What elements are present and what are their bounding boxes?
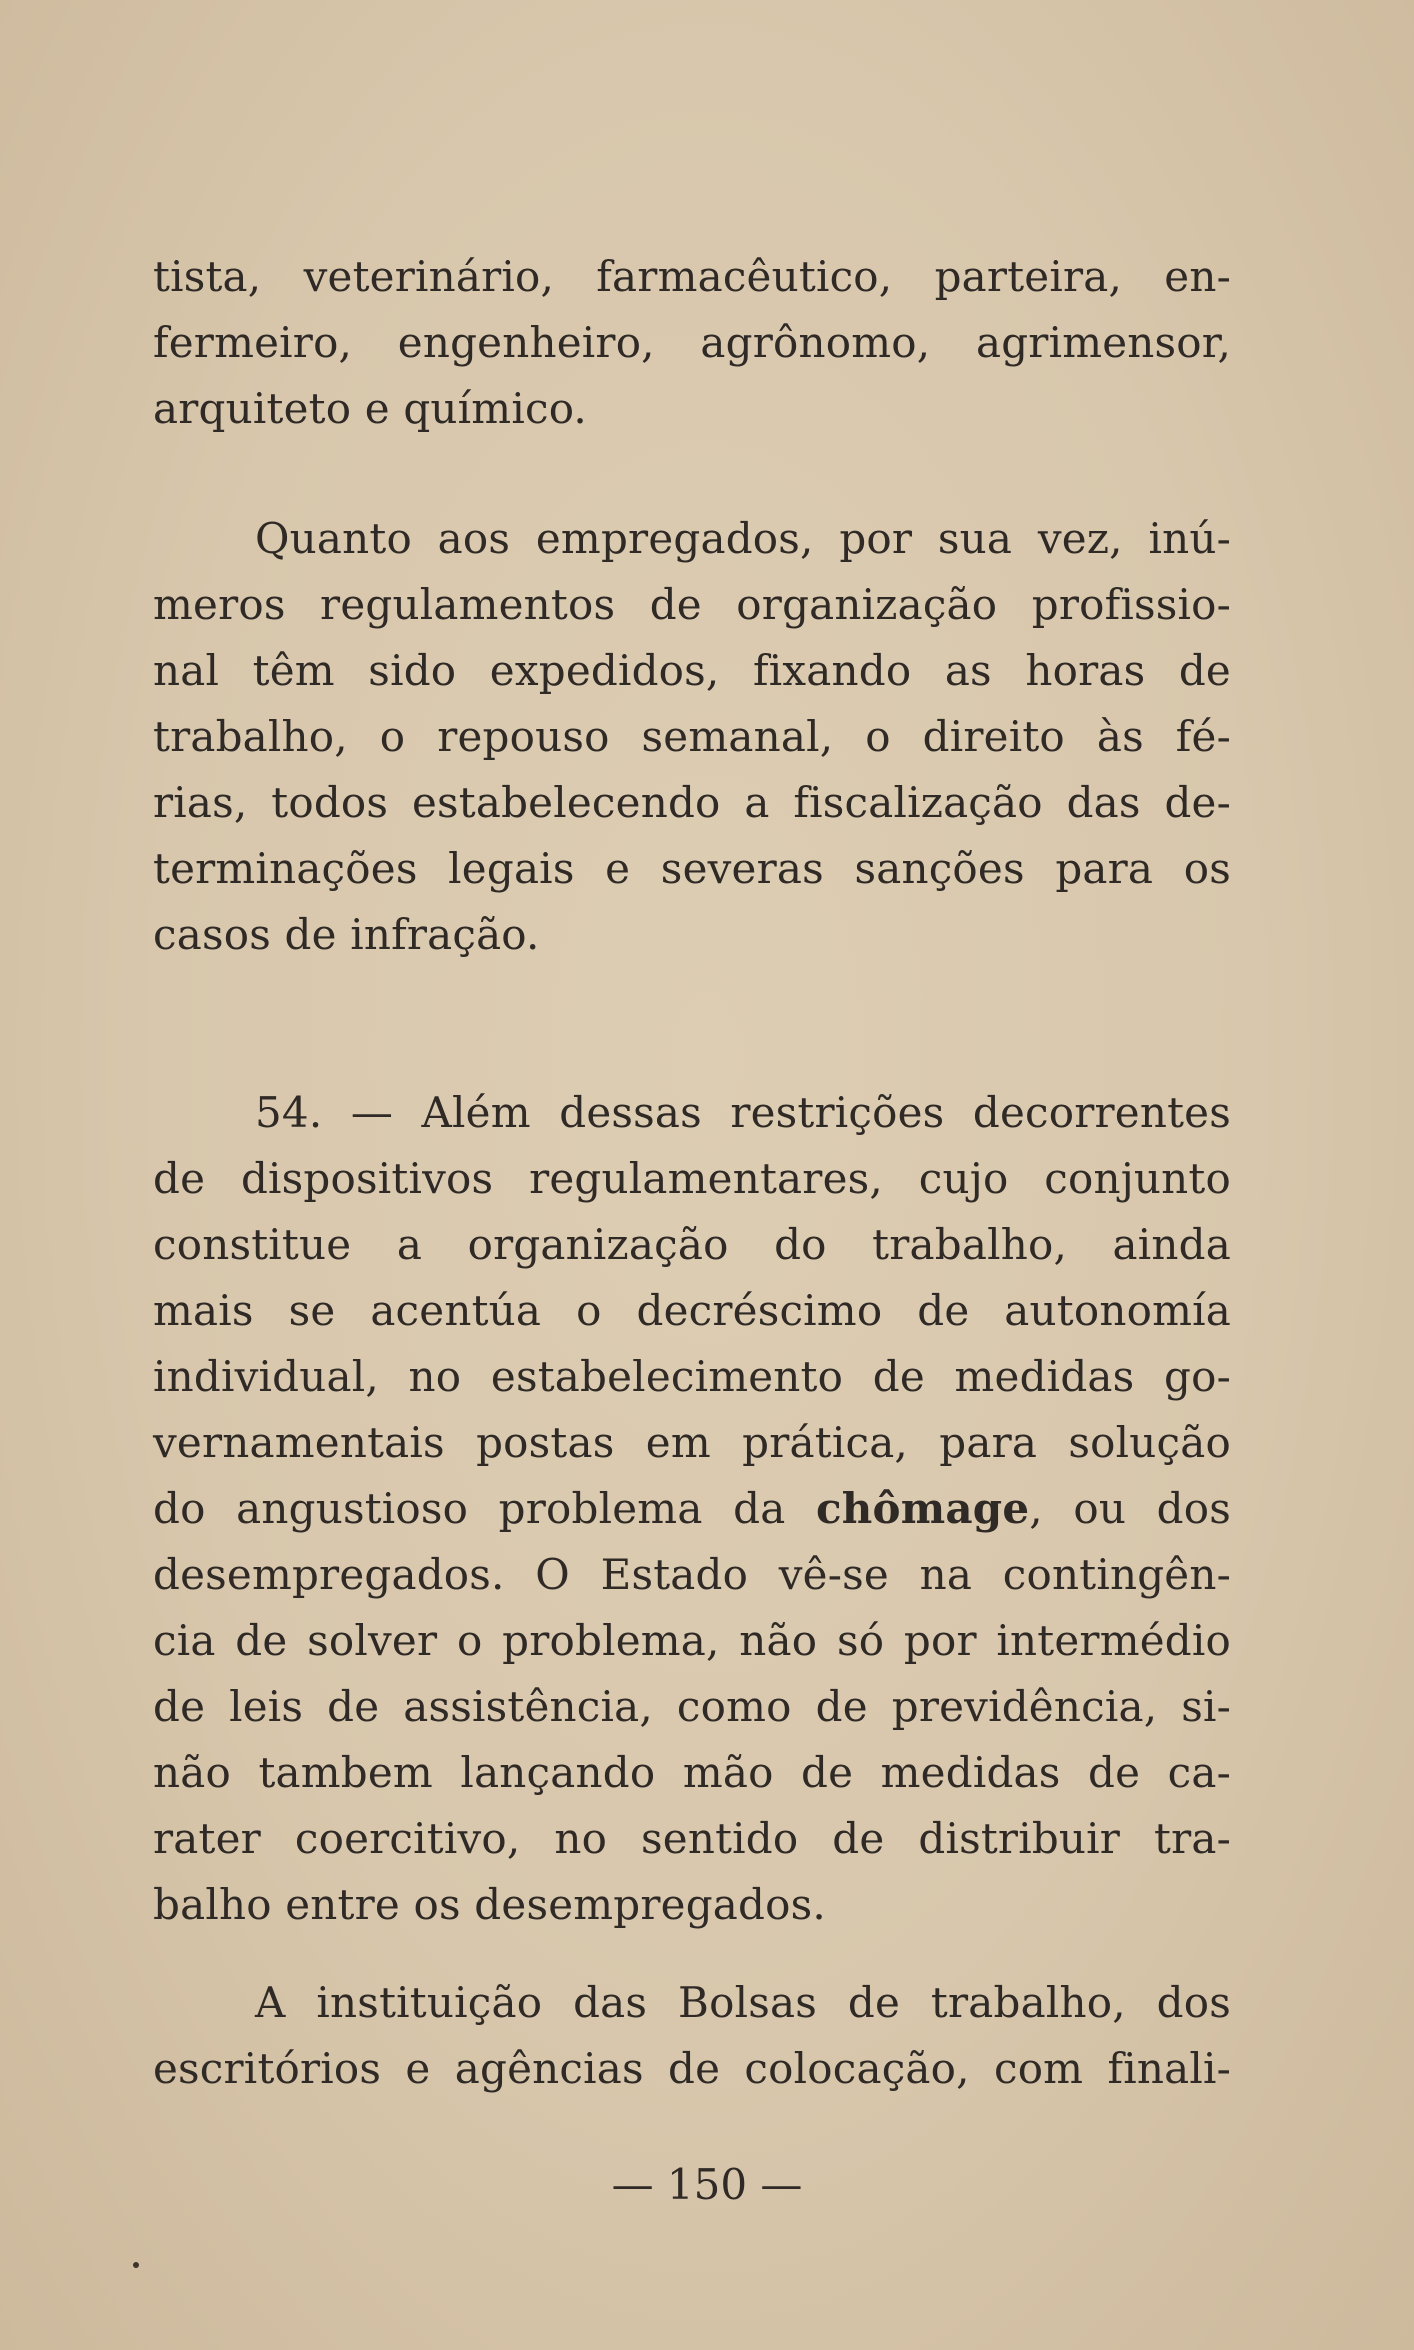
text-line: Quanto aos empregados, por sua vez, inú-	[255, 514, 1231, 563]
text-line: escritórios e agências de colocação, com finali-	[153, 2044, 1231, 2093]
text-line: nal têm sido expedidos, fixando as horas de	[153, 646, 1231, 695]
text-line: tista, veterinário, farmacêutico, parteira, en-	[153, 252, 1231, 301]
section-54-first-line: 54. — Além dessas restrições decorrentes	[255, 1088, 1231, 1137]
page-number: — 150 —	[611, 2160, 803, 2209]
text-line: A instituição das Bolsas de trabalho, dos	[255, 1978, 1231, 2027]
paper-speck	[133, 2262, 139, 2268]
text-line: balho entre os desempregados.	[153, 1880, 826, 1929]
text-line: rias, todos estabelecendo a fiscalização das de-	[153, 778, 1231, 827]
text-line: casos de infração.	[153, 910, 540, 959]
text-line: individual, no estabelecimento de medidas go-	[153, 1352, 1231, 1401]
text-line: de dispositivos regulamentares, cujo conjunto	[153, 1154, 1231, 1203]
text-segment: , ou dos	[1029, 1484, 1231, 1533]
text-line: trabalho, o repouso semanal, o direito às fé-	[153, 712, 1231, 761]
text-line: cia de solver o problema, não só por intermédio	[153, 1616, 1231, 1665]
text-line: desempregados. O Estado vê-se na contingên-	[153, 1550, 1231, 1599]
text-line: constitue a organização do trabalho, ainda	[153, 1220, 1231, 1269]
text-line: de leis de assistência, como de previdência, si-	[153, 1682, 1231, 1731]
text-line: arquiteto e químico.	[153, 384, 587, 433]
text-line: mais se acentúa o decréscimo de autonomía	[153, 1286, 1231, 1335]
text-line: rater coercitivo, no sentido de distribuir tra-	[153, 1814, 1231, 1863]
text-line: meros regulamentos de organização profissio-	[153, 580, 1231, 629]
text-line: fermeiro, engenheiro, agrônomo, agrimensor,	[153, 318, 1231, 367]
emphasized-term: chômage	[816, 1484, 1030, 1533]
text-line: não tambem lançando mão de medidas de ca-	[153, 1748, 1231, 1797]
text-line: terminações legais e severas sanções para os	[153, 844, 1231, 893]
text-line-with-emphasis	[153, 1476, 1231, 1542]
text-line: vernamentais postas em prática, para solução	[153, 1418, 1231, 1467]
text-segment: do angustioso problema da	[153, 1484, 786, 1533]
